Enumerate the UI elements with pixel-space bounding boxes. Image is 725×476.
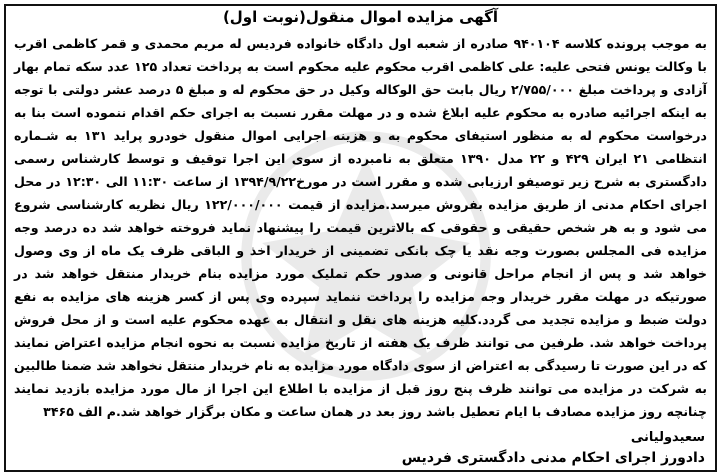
signer-name: سعیدولیانی — [630, 430, 705, 445]
notice-frame — [4, 4, 717, 472]
signer-title: دادورز اجرای احکام مدنی دادگستری فردیس — [401, 450, 705, 466]
notice-body-paragraph: به موجب پرونده کلاسه ۹۴۰۱۰۴ صادره از شعبه اول دادگاه خانواده فردیس له مریم محمدی و قمر کاظمی اقرب با وکالت یونس فتحی علیه: علی کاظمی اقرب محکوم علیه محکوم است به پرداخت تعداد ۱۲۵ عدد سکه تمام بهار آزادی و پرداخت مبلغ ۲/۷۵۵/۰۰۰ ریال بابت حق الوکاله وکیل در حق محکوم له و مبلغ ۵ درصد عشر دولتی با توجه به اینکه اجرائیه صادره به محکوم علیه ابلاغ شده و در مهلت مقرر نسبت به اجرای حکم اقدام ننموده است بنا به درخواست محکوم له به منظور استیفای محکوم به و هزینه اجرایی اموال منقول خودرو پراید ۱۳۱ به شـماره انتظامی ۲۱ ایران ۴۲۹ و ۲۲ مدل ۱۳۹۰ متعلق به نامبرده از سوی این اجرا توقیف و توسط کارشناس رسمی دادگستری به شرح زیر توصیفو ارزیابی شده و مقرر است در مورخ۱۳۹۴/۹/۲۲ از ساعت ۱۱:۳۰ الی ۱۲:۳۰ در محل اجرای احکام مدنی از طریق مزایده بفروش میرسد.مزایده از قیمت ۱۲۲/۰۰۰/۰۰۰ ریال نظریه کارشناسی شروع می شود و به هر شخص حقیقی و حقوقی که بالاترین قیمت را پیشنهاد نماید فروخته خواهد شد ده درصد وجه مزایده فی المجلس بصورت وجه نقد یا چک بانکی تضمینی از خریدار اخذ و الباقی ظرف یک ماه از وی وصول خواهد شد و پس از انجام مراحل قانونی و صدور حکم تملیک مورد مزایده بنام خریدار منتقل خواهد شد در صورتیکه در مهلت مقرر خریدار وجه مزایده را پرداخت ننماید سپرده وی پس از کسر هزینه های مزایده به نفع دولت ضبط و مزایده تجدید می گردد.کلیه هزینه های نقل و انتقال به عهده محکوم علیه است و از محل فروش پرداخت خواهد شد. طرفین می توانند ظرف یک هفته از تاریخ مزایده نسبت به نحوه انجام مزایده اعتراض نمایند که در این صورت تا رسیدگی به اعتراض از سوی دادگاه مورد مزایده به نام خریدار منتقل نخواهد شد ضمنا طالبین به شرکت در مزایده می توانند ظرف پنج روز قبل از مزایده با اطلاع این اجرا از مال مورد مزایده بازدید نمایند چنانچه روز مزایده مصادف با ایام تعطیل باشد روز بعد در همان ساعت و مکان برگزار خواهد شد.م الف ۳۴۶۵ — [14, 36, 708, 419]
notice-body — [14, 32, 707, 423]
notice-title: آگهی مزایده اموال منقول(نوبت اول) — [222, 8, 499, 26]
